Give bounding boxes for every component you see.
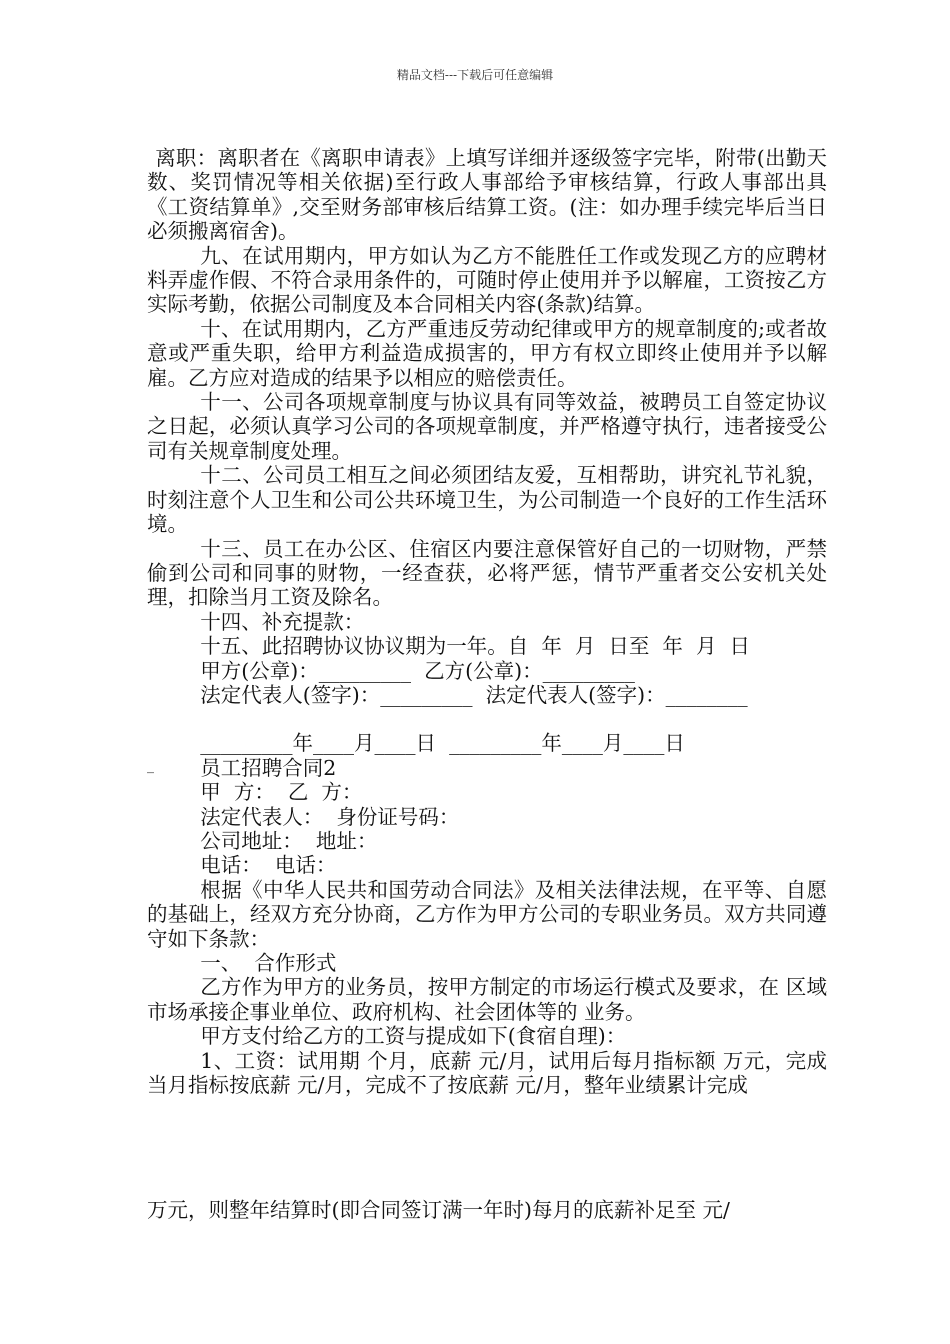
paragraph-salary-intro: 甲方支付给乙方的工资与提成如下(食宿自理)： bbox=[200, 1024, 627, 1049]
paragraph-clause-9: 九、在试用期内，甲方如认为乙方不能胜任工作或发现乙方的应聘材料弄虚作假、不符合录用条件的，可随时停止使用并予以解雇，工资按乙方实际考勤，依据公司制度及本合同相关内容(条款)结算。 bbox=[147, 243, 827, 317]
date-line: _________年____月____日 _________年____月____日 bbox=[200, 731, 685, 756]
paragraph-legal-basis: 根据《中华人民共和国劳动合同法》及相关法律法规，在平等、自愿的基础上，经双方充分协商，乙方作为甲方公司的专职业务员。双方共同遵守如下条款： bbox=[147, 877, 827, 951]
party-line: 甲 方： 乙 方： bbox=[200, 780, 363, 805]
representative-id-line: 法定代表人： 身份证号码： bbox=[200, 804, 460, 829]
page-footer-line: 万元，则整年结算时(即合同签订满一年时)每月的底薪补足至 元/ bbox=[147, 1198, 730, 1222]
paragraph-resignation: 离职：离职者在《离职申请表》上填写详细并逐级签字完毕，附带(出勤天数、奖罚情况等相关依据)至行政人事部给予审核结算，行政人事部出具《工资结算单》,交至财务部审核后结算工资。(注：如办理手续完毕后当日必须搬离宿舍)。 bbox=[147, 146, 827, 244]
section-cooperation-form: 一、 合作形式 bbox=[200, 951, 337, 975]
contract-2-title: 员工招聘合同2 bbox=[200, 755, 337, 780]
paragraph-clause-11: 十一、公司各项规章制度与协议具有同等效益，被聘员工自签定协议之日起，必须认真学习公司的各项规章制度，并严格遵守执行，违者接受公司有关规章制度处理。 bbox=[147, 390, 827, 463]
phone-line: 电话： 电话： bbox=[200, 853, 337, 878]
paragraph-clause-15: 十五、此招聘协议协议期为一年。自 年 月 日至 年 月 日 bbox=[200, 634, 750, 659]
page-header: 精品文档---下载后可任意编辑 bbox=[396, 68, 554, 82]
paragraph-clause-10: 十、在试用期内，乙方严重违反劳动纪律或甲方的规章制度的;或者故意或严重失职，给甲方利益造成损害的，甲方有权立即终止使用并予以解雇。乙方应对造成的结果予以相应的赔偿责任。 bbox=[147, 316, 827, 390]
paragraph-clause-13: 十三、员工在办公区、住宿区内要注意保管好自己的一切财物，严禁偷到公司和同事的财物，一经查获，必将严惩，情节严重者交公安机关处理，扣除当月工资及除名。 bbox=[147, 536, 827, 610]
signature-representative-line: 法定代表人(签字)：_________ 法定代表人(签字)：________ bbox=[200, 682, 748, 707]
stray-underscore: _ bbox=[147, 758, 154, 774]
paragraph-salary-terms: 1、工资：试用期 个月，底薪 元/月，试用后每月指标额 万元，完成当月指标按底薪 元/月，完成不了按底薪 元/月，整年业绩累计完成 bbox=[147, 1048, 827, 1098]
signature-seal-line: 甲方(公章)：_________ 乙方(公章)：_________ bbox=[200, 658, 635, 683]
document-body bbox=[147, 146, 827, 1097]
paragraph-salesperson-role: 乙方作为甲方的业务员，按甲方制定的市场运行模式及要求，在 区域市场承接企事业单位、政府机构、社会团体等的 业务。 bbox=[147, 975, 827, 1024]
paragraph-clause-14: 十四、补充提款： bbox=[200, 609, 365, 634]
address-line: 公司地址： 地址： bbox=[200, 828, 378, 853]
paragraph-clause-12: 十二、公司员工相互之间必须团结友爱，互相帮助，讲究礼节礼貌，时刻注意个人卫生和公司公共环境卫生，为公司制造一个良好的工作生活环境。 bbox=[147, 463, 827, 537]
